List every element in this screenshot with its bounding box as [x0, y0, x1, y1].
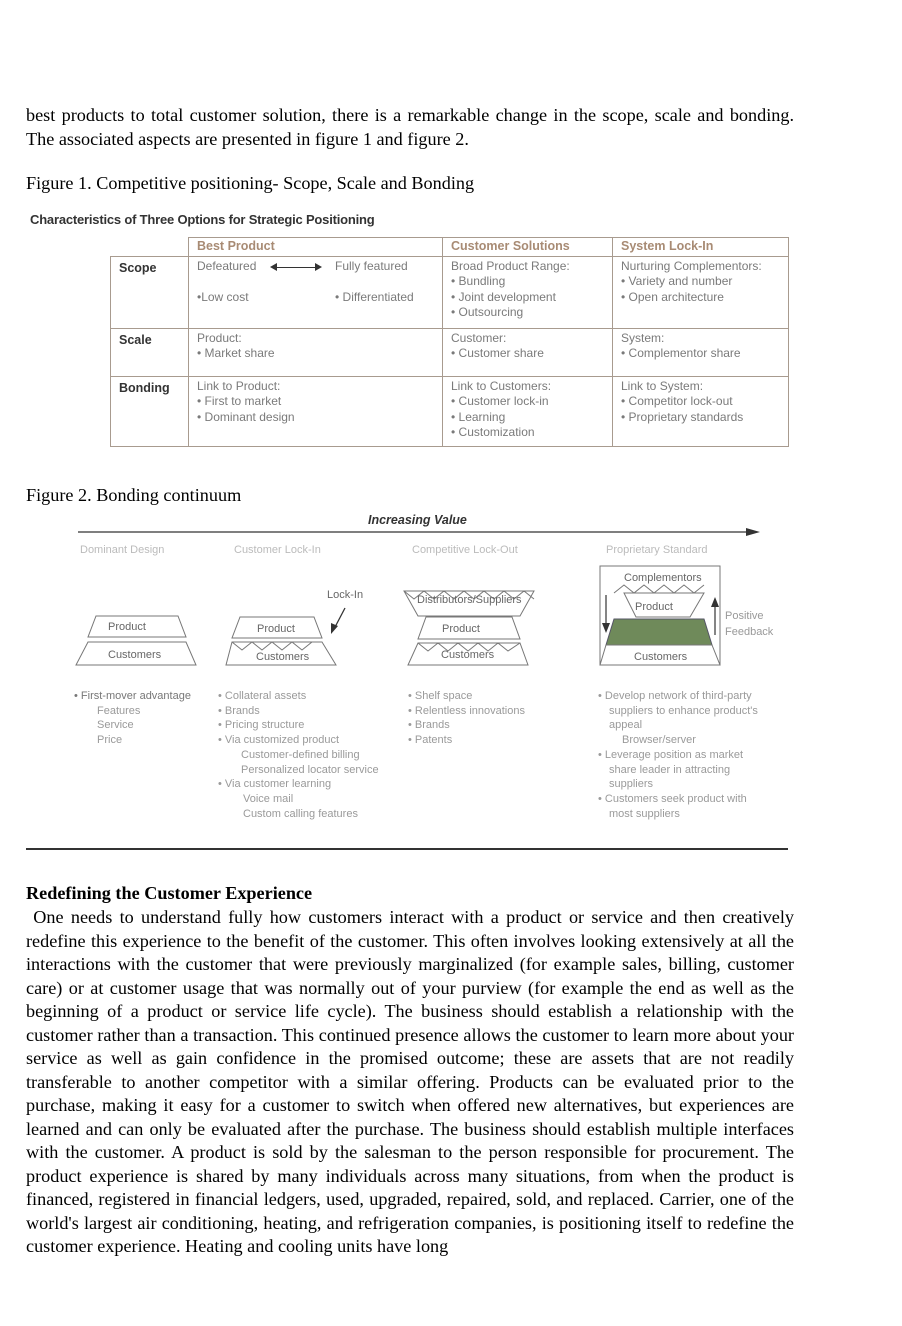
- cell-line: • Customer lock-in: [451, 394, 549, 408]
- list-item: suppliers to enhance product's: [609, 704, 758, 717]
- list-item: • Via customized product: [218, 734, 340, 747]
- list-item: • Develop network of third-party: [598, 690, 752, 702]
- stage4-shaded-band: [606, 619, 712, 645]
- cell-bonding-system-lock-in: [613, 376, 789, 446]
- list-item: appeal: [609, 719, 643, 732]
- column-header-best-product: Best Product: [189, 238, 443, 257]
- table-row-scope: [111, 256, 789, 328]
- row-header-scope: Scope: [111, 256, 189, 328]
- cell-line: Link to System:: [621, 378, 704, 393]
- stage3-product-label: Product: [442, 623, 480, 635]
- feedback-label: Feedback: [725, 626, 774, 638]
- body-paragraph: One needs to understand fully how customers interact with a product or service and then creatively redefine this experience to the benefit of the customer. This often involves looking extensively at all the interactions with the customer that were previously marginalized (for example sales, billing, customer care) or at customer usage that was normally out of your purview (for example the end as well as the beginning of a product or service life cycle). The business should establish a relationship with the customer rather than a transaction. This continued presence allows the customer to learn more about your service as well as gain confidence in the promised outcome; these are assets that are not readily transferable to another competitor with a similar offering. Products can be evaluated prior to the purchase, making it easy for a customer to switch when offered new alternatives, but experiences are learned and can only be evaluated after the purchase. The business should establish multiple interfaces with the customer. A product is sold by the salesman to the person responsible for procurement. The product experience is shared by many individuals across many situations, from when the product is financed, registered in financial ledgers, used, upgraded, repaired, sold, and replaced. Carrier, one of the world's largest air conditioning, heating, and refrigeration companies, is positioning itself to redefine the customer experience. Heating and cooling units have long: [26, 907, 799, 1256]
- cell-line: • Joint development: [451, 289, 556, 304]
- table-corner: [111, 238, 189, 257]
- stage-label-customer-lock-in: Customer Lock-In: [234, 544, 321, 556]
- cell-line: Nurturing Complementors:: [621, 258, 762, 273]
- feedback-down-arrowhead-icon: [602, 623, 610, 633]
- list-item: Customer-defined billing: [241, 748, 360, 761]
- cell-line: System:: [621, 330, 665, 345]
- stage2-zigzag: [232, 642, 322, 650]
- stage1-product-label: Product: [108, 621, 146, 633]
- column-header-customer-solutions: Customer Solutions: [443, 238, 613, 257]
- bullets-customer-lock-in: [218, 689, 379, 821]
- cell-line: • Bundling: [451, 274, 506, 288]
- cell-line: • Competitor lock-out: [621, 394, 733, 408]
- cell-line: Product:: [197, 330, 242, 345]
- cell-scope-system-lock-in: [613, 256, 789, 328]
- stage2-customers-label: Customers: [256, 651, 310, 663]
- value-axis-arrowhead-icon: [746, 528, 760, 536]
- list-item: • Shelf space: [408, 690, 473, 702]
- bullets-competitive-lock-out: [408, 689, 525, 748]
- positive-label: Positive: [725, 610, 764, 622]
- list-item: Features: [97, 704, 141, 717]
- stage3-customers-label: Customers: [441, 649, 495, 661]
- stage4-zigzag-top: [614, 585, 704, 593]
- figure1-positioning-table: [30, 212, 792, 457]
- list-item: Personalized locator service: [241, 763, 379, 776]
- cell-line: • Variety and number: [621, 274, 733, 288]
- cell-line: • Dominant design: [197, 409, 295, 424]
- list-item: Custom calling features: [243, 807, 358, 820]
- cell-scale-system-lock-in: [613, 328, 789, 376]
- bullets-dominant-design: [74, 689, 191, 748]
- stage-label-dominant-design: Dominant Design: [80, 544, 165, 556]
- figure2-caption: Figure 2. Bonding continuum: [26, 485, 242, 505]
- cell-line: • Open architecture: [621, 289, 724, 304]
- cell-scale-best-product: [189, 328, 443, 376]
- list-item: • Patents: [408, 734, 453, 747]
- stage1-customers-label: Customers: [108, 649, 162, 661]
- cell-bonding-customer-solutions: [443, 376, 613, 446]
- list-item: share leader in attracting: [609, 763, 731, 776]
- list-item: most suppliers: [609, 807, 680, 820]
- cell-bonding-best-product: [189, 376, 443, 446]
- column-header-system-lock-in: System Lock-In: [613, 238, 789, 257]
- cell-line: • Customization: [451, 425, 535, 439]
- cell-line: Broad Product Range:: [451, 258, 570, 273]
- list-item: Service: [97, 719, 134, 732]
- cell-line: • Proprietary standards: [621, 409, 744, 424]
- stage4-customers-label: Customers: [634, 651, 688, 663]
- axis-title: Increasing Value: [368, 513, 467, 527]
- list-item: • Collateral assets: [218, 690, 307, 702]
- cell-scope-customer-solutions: [443, 256, 613, 328]
- list-item: Voice mail: [243, 792, 294, 805]
- complementors-label: Complementors: [624, 572, 702, 584]
- cell-line: • Outsourcing: [451, 305, 524, 319]
- table-header-row: [111, 238, 789, 257]
- positioning-table: [110, 237, 789, 447]
- list-item: • Customers seek product with: [598, 792, 747, 805]
- list-item: • Pricing structure: [218, 719, 305, 732]
- stage2-product-label: Product: [257, 623, 295, 635]
- row-header-bonding: Bonding: [111, 376, 189, 446]
- cell-line: • Market share: [197, 346, 275, 360]
- table-row-scale: [111, 328, 789, 376]
- cell-line: Link to Customers:: [451, 378, 552, 393]
- differentiated-label: • Differentiated: [335, 289, 414, 304]
- list-item: Browser/server: [622, 734, 696, 747]
- distributors-suppliers-label: Distributors/Suppliers: [417, 594, 522, 606]
- figure1-title: Characteristics of Three Options for Strategic Positioning: [30, 212, 375, 227]
- list-item: • Brands: [218, 704, 260, 717]
- range-arrow-icon: [272, 267, 320, 268]
- cell-line: • Complementor share: [621, 346, 741, 360]
- cell-scale-customer-solutions: [443, 328, 613, 376]
- list-item: • Leverage position as market: [598, 748, 744, 761]
- low-cost-label: •Low cost: [197, 289, 249, 304]
- table-row-bonding: [111, 376, 789, 446]
- cell-line: • Customer share: [451, 346, 544, 360]
- list-item: • Via customer learning: [218, 778, 332, 791]
- list-item: • Relentless innovations: [408, 704, 525, 717]
- feedback-up-arrowhead-icon: [711, 597, 719, 607]
- figure1-caption: Figure 1. Competitive positioning- Scope, Scale and Bonding: [26, 173, 475, 193]
- list-item: Price: [97, 734, 123, 747]
- figure2-bonding-continuum: [0, 505, 902, 855]
- cell-line: • First to market: [197, 394, 282, 408]
- row-header-scale: Scale: [111, 328, 189, 376]
- bullets-proprietary-standard: [598, 689, 758, 821]
- fully-featured-label: Fully featured: [335, 258, 408, 273]
- cell-scope-best-product: [189, 256, 443, 328]
- cell-line: Customer:: [451, 330, 507, 345]
- section-heading: Redefining the Customer Experience: [26, 883, 313, 903]
- continuum-diagram: [0, 505, 902, 855]
- list-item: • First-mover advantage: [74, 690, 191, 702]
- list-item: suppliers: [609, 778, 654, 791]
- cell-line: • Learning: [451, 409, 506, 424]
- lock-in-label: Lock-In: [327, 589, 364, 601]
- cell-line: Link to Product:: [197, 378, 281, 393]
- stage-label-competitive-lock-out: Competitive Lock-Out: [412, 544, 518, 556]
- stage-label-proprietary-standard: Proprietary Standard: [606, 544, 708, 556]
- defeatured-label: Defeatured: [197, 258, 257, 273]
- stage4-product-label: Product: [635, 601, 673, 613]
- list-item: • Brands: [408, 719, 450, 732]
- intro-paragraph: best products to total customer solution, there is a remarkable change in the scope, scale and bonding. The associated aspects are presented in figure 1 and figure 2.: [26, 105, 794, 149]
